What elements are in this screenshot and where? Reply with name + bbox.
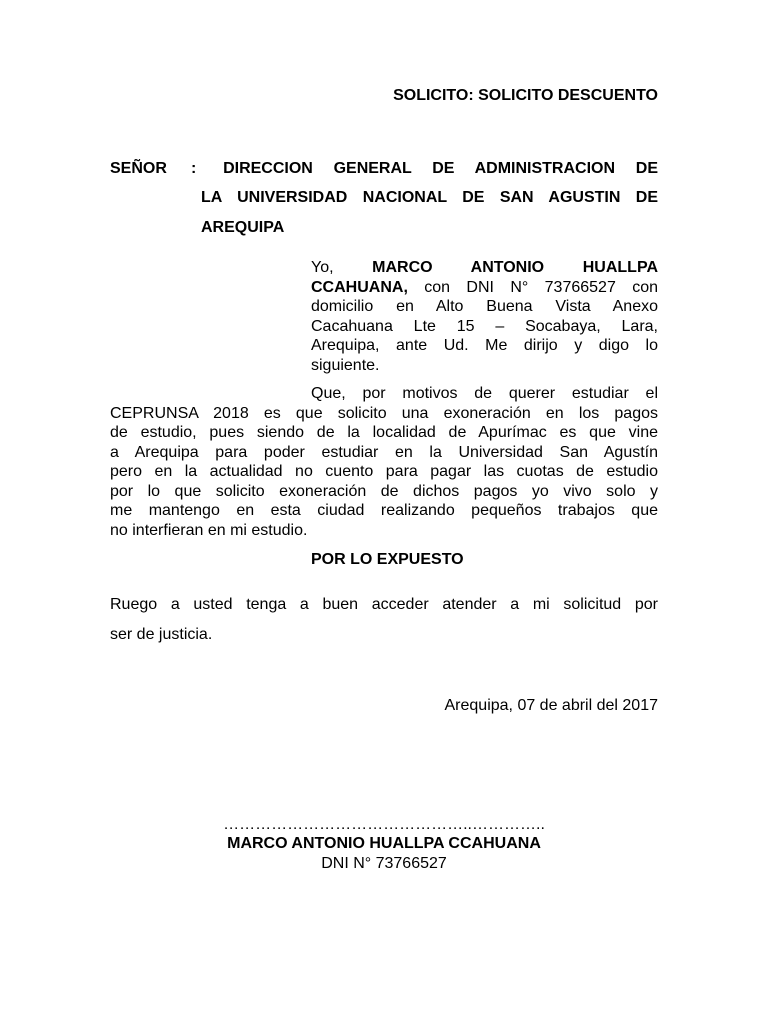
place-date: Arequipa, 07 de abril del 2017 [444, 697, 658, 714]
intro-line-2 [311, 278, 658, 298]
intro-line-6: siguiente. [311, 356, 380, 374]
recipient-line-1-text: DIRECCION GENERAL DE ADMINISTRACION DE [223, 160, 658, 177]
body-line-4: a Arequipa para poder estudiar en la Universidad San Agustín [110, 443, 658, 461]
body-line-8: no interfieran en mi estudio. [110, 521, 308, 539]
intro-line-4: Cacahuana Lte 15 – Socabaya, Lara, [311, 317, 658, 335]
intro-line-5: Arequipa, ante Ud. Me dirijo y digo lo [311, 337, 658, 354]
intro-name-part1: MARCO ANTONIO HUALLPA [372, 259, 658, 276]
body-line-2: CEPRUNSA 2018 es que solicito una exoneración en los pagos [110, 404, 658, 422]
intro-name-part2: CCAHUANA, [311, 278, 408, 296]
recipient-colon: : [191, 160, 197, 177]
body-line-5: pero en la actualidad no cuento para pagar las cuotas de estudio [110, 463, 658, 480]
body-line-7: me mantengo en esta ciudad realizando pequeños trabajos que [110, 502, 658, 519]
intro-line-1 [311, 258, 658, 278]
signature-name: MARCO ANTONIO HUALLPA CCAHUANA [227, 835, 541, 852]
body-line-3: de estudio, pues siendo de la localidad de Apurímac es que vine [110, 424, 658, 441]
subject-line: SOLICITO: SOLICITO DESCUENTO [393, 87, 658, 104]
por-lo-expuesto-heading: POR LO EXPUESTO [311, 551, 464, 568]
intro-line-2-rest: con DNI N° 73766527 con [407, 278, 658, 296]
signature-line: ………………………………………..………….. [223, 816, 545, 833]
body-paragraph [110, 384, 658, 540]
ruego-paragraph [110, 590, 658, 650]
recipient-line-2: LA UNIVERSIDAD NACIONAL DE SAN AGUSTIN DE [201, 189, 658, 206]
body-line-6: por lo que solicito exoneración de dichos pagos yo vivo solo y [110, 482, 658, 500]
signature-dni: DNI N° 73766527 [321, 855, 447, 872]
ruego-line-1: Ruego a usted tenga a buen acceder atender a mi solicitud por [110, 596, 658, 613]
recipient-label: SEÑOR [110, 160, 167, 177]
body-line-1: Que, por motivos de querer estudiar el [311, 385, 658, 402]
ruego-line-2: ser de justicia. [110, 626, 213, 643]
intro-line-3: domicilio en Alto Buena Vista Anexo [311, 298, 658, 315]
recipient-line-1 [191, 160, 658, 178]
recipient-line-3: AREQUIPA [201, 219, 285, 236]
intro-yo: Yo, [311, 259, 334, 276]
intro-paragraph [311, 258, 658, 375]
